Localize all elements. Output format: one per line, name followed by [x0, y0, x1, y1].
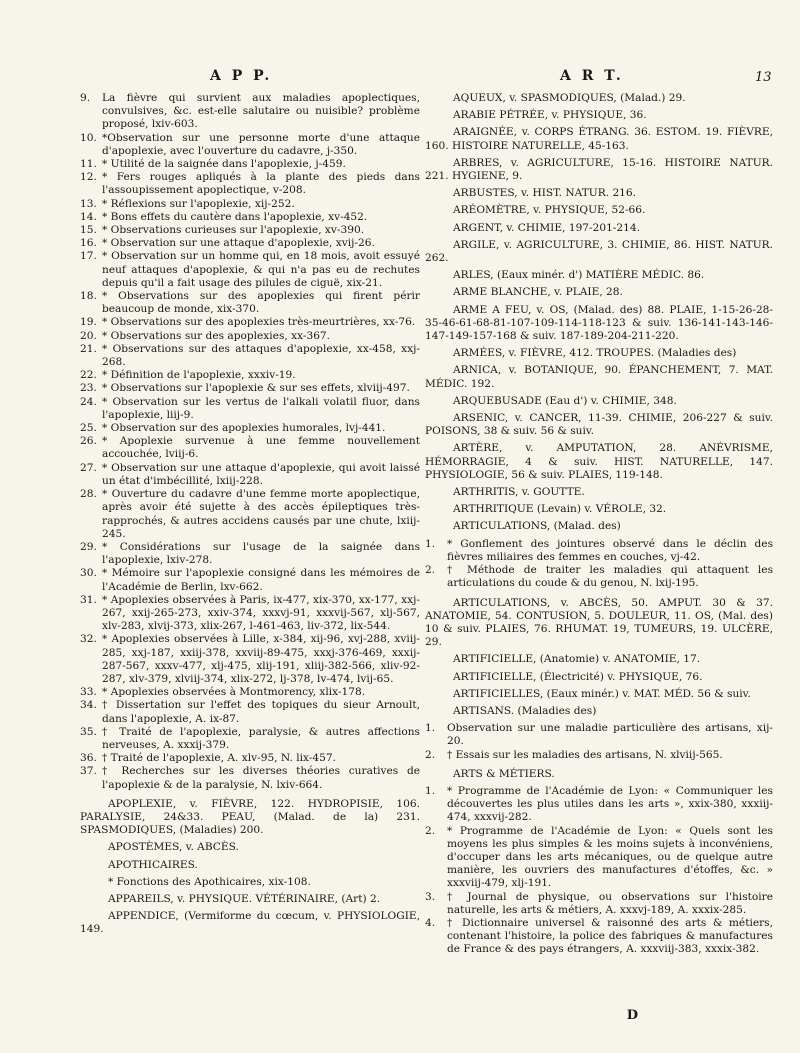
entry-number: 34.: [80, 699, 97, 712]
entry-text: * Observations sur des apoplexies très-meurtrières, xx-76.: [102, 316, 416, 329]
numbered-entry: [425, 785, 773, 825]
entry-number: 1.: [425, 784, 436, 797]
entry-text: * Observation sur une attaque d'apoplexie, xvij-26.: [102, 237, 375, 250]
entry-text: * Observations sur des attaques d'apoplexie, xx-458, xxj-268.: [102, 342, 420, 369]
numbered-entry: [80, 541, 420, 567]
numbered-entry: [80, 752, 420, 765]
index-entry: ARNICA, v. BOTANIQUE, 90. ÉPANCHEMENT, 7. MAT. MÉDIC. 192.: [425, 364, 773, 390]
entry-text: † Dissertation sur l'effet des topiques du sieur Arnoult, dans l'apoplexie, A. ix-87.: [102, 699, 420, 725]
entry-number: 11.: [80, 158, 97, 171]
numbered-entry: [425, 825, 773, 891]
entry-text: * Observations sur des apoplexies qui firent périr beaucoup de monde, xix-370.: [102, 290, 420, 316]
right-entries-list-b: [425, 597, 773, 719]
entry-text: † Journal de physique, ou observations sur l'histoire naturelle, les arts & métiers, A. xxxvj-189, A. xxxix-285.: [447, 890, 773, 916]
right-numbered-list-a: [425, 538, 773, 591]
entry-text: * Apoplexie survenue à une femme nouvellement accouchée, lviij-6.: [102, 435, 420, 461]
entry-number: 33.: [80, 686, 97, 699]
numbered-entry: [425, 891, 773, 917]
entry-text: La fièvre qui survient aux maladies apoplectiques, convulsives, &c. est-elle salutaire ou nuisible? problème proposé, lxiv-603.: [102, 92, 420, 131]
entry-number: 14.: [80, 210, 97, 223]
numbered-entry: [80, 343, 420, 369]
index-entry: ARBRES, v. AGRICULTURE, 15-16. HISTOIRE NATUR. 221. HYGIENE, 9.: [425, 156, 773, 183]
entry-text: * Définition de l'apoplexie, xxxiv-19.: [102, 369, 296, 382]
index-entry: ARME BLANCHE, v. PLAIE, 28.: [453, 286, 623, 299]
entry-text: * Fers rouges apliqués à la plante des pieds dans l'assoupissement apoplectique, v-208.: [102, 171, 420, 197]
entry-number: 36.: [80, 752, 97, 765]
running-head-left: A P P.: [210, 68, 273, 84]
index-entry: ARGILE, v. AGRICULTURE, 3. CHIMIE, 86. HIST. NATUR. 262.: [425, 238, 773, 265]
entry-text: * Observations sur l'apoplexie & sur ses effets, xlviij-497.: [102, 382, 410, 395]
index-entry: ARTIFICIELLES, (Eaux minér.) v. MAT. MÉD. 56 & suiv.: [453, 687, 751, 700]
numbered-entry: [80, 567, 420, 593]
index-entry: ARBUSTES, v. HIST. NATUR. 216.: [453, 187, 637, 200]
entry-text: * Observation sur une attaque d'apoplexie, qui avoit laissé un état d'imbécillité, lxiij-228.: [102, 461, 420, 487]
entry-number: 23.: [80, 382, 97, 395]
index-entry: ARTIFICIELLE, (Anatomie) v. ANATOMIE, 17.: [453, 653, 701, 666]
entry-number: 22.: [80, 369, 97, 382]
right-entries-list-c: [425, 768, 773, 781]
numbered-entry: [425, 722, 773, 748]
signature-mark: D: [626, 1008, 638, 1023]
entry-text: † Dictionnaire universel & raisonné des arts & métiers, contenant l'histoire, la police des fabriques & manufactures de France & des pays étrangers, A. xxxviij-383, xxxix-382.: [447, 916, 773, 956]
numbered-entry: [80, 369, 420, 382]
entry-number: 10.: [80, 131, 97, 144]
page-number: 13: [755, 70, 772, 85]
numbered-entry: [80, 250, 420, 290]
numbered-entry: [80, 237, 420, 250]
numbered-entry: [80, 594, 420, 634]
entry-number: 13.: [80, 197, 97, 210]
index-entry: ARTÈRE, v. AMPUTATION, 28. ANÉVRISME, HÉMORRAGIE, 4 & suiv. HIST. NATURELLE, 147. PHYSIOLOGIE, 56 & suiv. PLAIES, 119-148.: [425, 442, 773, 481]
entry-text: † Essais sur les maladies des artisans, N. xlviij-565.: [447, 748, 723, 761]
index-entry: APOPLEXIE, v. FIÈVRE, 122. HYDROPISIE, 106. PARALYSIE, 24&33. PEAU, (Malad. de la) 231. SPASMODIQUES, (Maladies) 200.: [80, 797, 420, 837]
numbered-entry: [80, 330, 420, 343]
index-entry: APPAREILS, v. PHYSIQUE. VÉTÉRINAIRE, (Art) 2.: [108, 892, 381, 905]
entry-number: 3.: [425, 890, 436, 903]
right-column: [425, 72, 773, 957]
index-entry: APOSTÈMES, v. ABCÈS.: [108, 841, 239, 854]
entry-text: * Observations sur des apoplexies, xx-367.: [102, 329, 331, 342]
entry-number: 15.: [80, 224, 97, 237]
index-entry: ARSENIC, v. CANCER, 11-39. CHIMIE, 206-227 & suiv. POISONS, 38 & suiv. 56 & suiv.: [425, 412, 773, 438]
entry-number: 2.: [425, 824, 436, 837]
numbered-entry: [80, 382, 420, 395]
entry-text: * Observation sur un homme qui, en 18 mois, avoit essuyé neuf attaques d'apoplexie, & qui n'a pas eu de rechutes depuis qu'il a fait usage des pilules de ciguë, xix-21.: [102, 250, 420, 289]
entry-text: † Traité de l'apoplexie, paralysie, & autres affections nerveuses, A. xxxij-379.: [102, 725, 420, 751]
entry-number: 27.: [80, 461, 97, 474]
entry-number: 12.: [80, 171, 97, 184]
entry-number: 32.: [80, 633, 97, 646]
entry-number: 21.: [80, 342, 97, 355]
index-entry: ARTISANS. (Maladies des): [453, 704, 597, 717]
entry-number: 20.: [80, 329, 97, 342]
entry-number: 24.: [80, 395, 97, 408]
entry-number: 17.: [80, 250, 97, 263]
numbered-entry: [80, 462, 420, 488]
numbered-entry: [80, 633, 420, 686]
entry-text: * Apoplexies observées à Lille, x-384, xij-96, xvj-288, xviij-285, xxj-187, xxiij-378, xxviij-89-475, xxxj-376-469, xxxij-287-567, xxxv-477, xlj-475, xlij-191, xliij-382-566, xliv-92-287, xlv-379, xlviij-374, xlix-272, lj-378, lv-474, lvij-65.: [102, 633, 420, 685]
entry-text: * Apoplexies observées à Paris, ix-477, xix-370, xx-177, xxj-267, xxij-265-273, xxiv-374, xxxvj-91, xxxvij-567, xlj-567, xlv-283, xlvij-373, xlix-267, l-461-463, liv-372, lix-544.: [102, 593, 420, 633]
numbered-entry: [80, 435, 420, 461]
index-entry: APPENDICE, (Vermiforme du cœcum, v. PHYSIOLOGIE, 149.: [80, 910, 420, 936]
index-entry: ARTIFICIELLE, (Électricité) v. PHYSIQUE, 76.: [453, 670, 703, 683]
index-entry: APOTHICAIRES.: [108, 858, 198, 871]
index-entry: ARQUEBUSADE (Eau d') v. CHIMIE, 348.: [453, 394, 677, 407]
entry-text: Observation sur une maladie particulière des artisans, xij-20.: [447, 722, 773, 748]
entry-text: † Méthode de traiter les maladies qui attaquent les articulations du coude & du genou, N. lxij-195.: [447, 564, 773, 590]
numbered-entry: [80, 396, 420, 422]
index-entry: ARLES, (Eaux minér. d') MATIÈRE MÉDIC. 86.: [453, 269, 705, 282]
entry-number: 9.: [80, 92, 91, 104]
entry-text: * Observation sur des apoplexies humorales, lvj-441.: [102, 422, 386, 435]
numbered-entry: [80, 699, 420, 725]
entry-number: 1.: [425, 722, 436, 735]
index-entry: * Fonctions des Apothicaires, xix-108.: [108, 875, 311, 888]
right-entries-list-a: [425, 92, 773, 534]
numbered-entry: [80, 422, 420, 435]
index-entry: ARTS & MÉTIERS.: [453, 767, 555, 780]
entry-number: 31.: [80, 593, 97, 606]
numbered-entry: [80, 211, 420, 224]
entry-text: * Gonflement des jointures observé dans le déclin des fièvres miliaires des femmes en couches, vj-42.: [447, 537, 773, 563]
entry-number: 18.: [80, 290, 97, 303]
numbered-entry: [425, 917, 773, 957]
left-column: [80, 72, 420, 941]
index-entry: ARGENT, v. CHIMIE, 197-201-214.: [453, 221, 641, 234]
numbered-entry: [80, 726, 420, 752]
entry-number: 26.: [80, 435, 97, 448]
numbered-entry: [80, 290, 420, 316]
entry-number: 2.: [425, 564, 436, 577]
index-entry: ARABIE PÉTRÉE, v. PHYSIQUE, 36.: [453, 109, 647, 122]
entry-text: * Programme de l'Académie de Lyon: « Quels sont les moyens les plus simples & les moins sujets à inconvéniens, d'occuper dans les arts mécaniques, ou de quelque autre manière, les ouvriers des manufactures d'étoffes, &c. » xxxviij-479, xlj-191.: [447, 824, 773, 890]
numbered-entry: [80, 158, 420, 171]
entry-text: * Mémoire sur l'apoplexie consigné dans les mémoires de l'Académie de Berlin, lxv-662.: [102, 567, 420, 593]
numbered-entry: [80, 488, 420, 541]
left-numbered-list: [80, 92, 420, 792]
index-entry: ARMÉES, v. FIÈVRE, 412. TROUPES. (Maladies des): [453, 347, 737, 360]
right-numbered-list-b: [425, 722, 773, 762]
entry-number: 37.: [80, 765, 97, 778]
index-entry: ARTHRITIS, v. GOUTTE.: [453, 486, 585, 499]
numbered-entry: [425, 749, 773, 762]
numbered-entry: [425, 564, 773, 590]
right-numbered-list-c: [425, 785, 773, 957]
entry-number: 28.: [80, 488, 97, 501]
index-entry: ARAIGNÉE, v. CORPS ÉTRANG. 36. ESTOM. 19. FIÈVRE, 160. HISTOIRE NATURELLE, 45-163.: [425, 126, 773, 152]
entry-text: * Bons effets du cautère dans l'apoplexie, xv-452.: [102, 210, 368, 223]
entry-number: 16.: [80, 237, 97, 250]
numbered-entry: [425, 538, 773, 564]
entry-text: * Réflexions sur l'apoplexie, xij-252.: [102, 197, 295, 210]
entry-number: 2.: [425, 748, 436, 761]
running-head-right: A R T.: [560, 68, 624, 84]
numbered-entry: [80, 171, 420, 197]
entry-number: 25.: [80, 422, 97, 435]
numbered-entry: [80, 198, 420, 211]
entry-number: 19.: [80, 316, 97, 329]
index-entry: ARTICULATIONS, v. ABCÈS, 50. AMPUT. 30 & 37. ANATOMIE, 54. CONTUSION, 5. DOULEUR, 11. OS, (Mal. des) 10 & suiv. PLAIES, 76. RHUMAT. 19, TUMEURS, 19. ULCÈRE, 29.: [425, 596, 773, 649]
entry-number: 35.: [80, 725, 97, 738]
numbered-entry: [80, 686, 420, 699]
entry-text: † Recherches sur les diverses théories curatives de l'apoplexie & de la paralysie, N. lxiv-664.: [102, 765, 420, 791]
numbered-entry: [80, 92, 420, 132]
entry-number: 29.: [80, 540, 97, 553]
index-entry: AQUEUX, v. SPASMODIQUES, (Malad.) 29.: [453, 92, 686, 104]
entry-text: * Considérations sur l'usage de la saignée dans l'apoplexie, lxiv-278.: [102, 540, 420, 567]
entry-number: 30.: [80, 567, 97, 580]
left-entries-list: [80, 798, 420, 937]
numbered-entry: [80, 224, 420, 237]
numbered-entry: [80, 765, 420, 791]
index-entry: ARTHRITIQUE (Levain) v. VÉROLE, 32.: [453, 503, 667, 516]
entry-text: * Observation sur les vertus de l'alkali volatil fluor, dans l'apoplexie, liij-9.: [102, 395, 420, 421]
entry-number: 4.: [425, 916, 436, 929]
entry-text: * Utilité de la saignée dans l'apoplexie, j-459.: [102, 158, 346, 171]
entry-text: * Programme de l'Académie de Lyon: « Communiquer les découvertes les plus utiles dans les arts », xxix-380, xxxiij-474, xxxvij-282.: [447, 784, 773, 824]
numbered-entry: [80, 316, 420, 329]
index-entry: ARTICULATIONS, (Malad. des): [453, 520, 621, 533]
entry-text: * Apoplexies observées à Montmorency, xlix-178.: [102, 686, 366, 699]
entry-text: * Ouverture du cadavre d'une femme morte apoplectique, après avoir été sujette à des accès épileptiques très-rapprochés, & autres accidens causés par une chute, lxiij-245.: [102, 488, 420, 540]
index-entry: ARME A FEU, v. OS, (Malad. des) 88. PLAIE, 1-15-26-28-35-46-61-68-81-107-109-114-118-123 & suiv. 136-141-143-146-147-149-157-168 & suiv. 187-189-204-211-220.: [425, 303, 773, 343]
numbered-entry: [80, 132, 420, 158]
entry-text: * Observations curieuses sur l'apoplexie, xv-390.: [102, 224, 365, 237]
entry-text: *Observation sur une personne morte d'une attaque d'apoplexie, avec l'ouverture du cadavre, j-350.: [102, 131, 420, 157]
entry-number: 1.: [425, 537, 436, 550]
index-entry: ARÉOMÈTRE, v. PHYSIQUE, 52-66.: [453, 204, 646, 217]
entry-text: † Traité de l'apoplexie, A. xlv-95, N. lix-457.: [102, 752, 336, 765]
